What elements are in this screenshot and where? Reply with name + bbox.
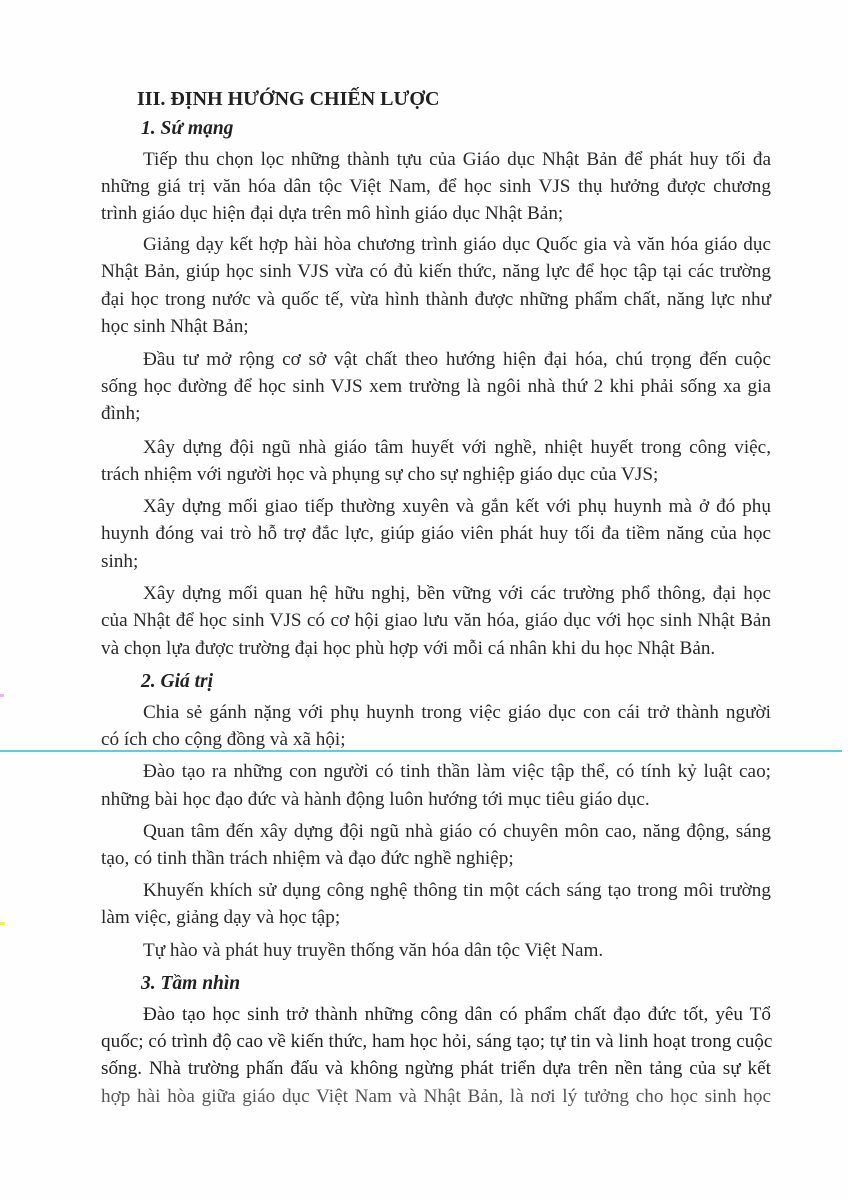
mission-p6-line3: và chọn lựa được trường đại học phù hợp với mỗi cá nhân khi du học Nhật Bản. [101,638,716,659]
mission-p5-line3: sinh; [101,551,139,572]
margin-mark-pink [0,694,4,697]
section-title: III. ĐỊNH HƯỚNG CHIẾN LƯỢC [137,88,440,110]
values-p4-line2: làm việc, giảng dạy và học tập; [101,907,341,928]
mission-p3-line2: sống học đường để học sinh VJS xem trường là ngôi nhà thứ 2 khi phải sống xa gia [101,376,771,397]
mission-p3-line3: đình; [101,403,141,424]
values-p2-line2: những bài học đạo đức và hành động luôn hướng tới mục tiêu giáo dục. [101,789,650,810]
scan-artifact-line [0,750,842,752]
mission-p4-line1: Xây dựng đội ngũ nhà giáo tâm huyết với nghề, nhiệt huyết trong công việc, [143,437,771,458]
mission-p2-line3: đại học trong nước và quốc tế, vừa hình thành được những phẩm chất, năng lực như [101,289,771,310]
values-heading: 2. Giá trị [141,671,214,692]
vision-p1-line1: Đào tạo học sinh trở thành những công dân có phẩm chất đạo đức tốt, yêu Tổ [143,1004,771,1025]
mission-p5-line1: Xây dựng mối giao tiếp thường xuyên và gắn kết với phụ huynh mà ở đó phụ [143,496,771,517]
vision-p1-line2: quốc; có trình độ cao về kiến thức, ham học hỏi, sáng tạo; tự tin và linh hoạt trong cuộc [101,1031,773,1052]
values-p1-line1: Chia sẻ gánh nặng với phụ huynh trong việc giáo dục con cái trở thành người [143,702,771,723]
values-p3-line2: tạo, có tinh thần trách nhiệm và đạo đức nghề nghiệp; [101,848,514,869]
mission-p5-line2: huynh đóng vai trò hỗ trợ đắc lực, giúp giáo viên phát huy tối đa tiềm năng của học [101,523,771,544]
mission-p6-line1: Xây dựng mối quan hệ hữu nghị, bền vững với các trường phổ thông, đại học [143,583,771,604]
mission-p1-line3: trình giáo dục hiện đại dựa trên mô hình giáo dục Nhật Bản; [101,203,564,224]
mission-p1-line1: Tiếp thu chọn lọc những thành tựu của Giáo dục Nhật Bản để phát huy tối đa [143,149,771,170]
values-p3-line1: Quan tâm đến xây dựng đội ngũ nhà giáo có chuyên môn cao, năng động, sáng [143,821,771,842]
mission-p6-line2: của Nhật để học sinh VJS có cơ hội giao lưu văn hóa, giáo dục với học sinh Nhật Bản [101,610,771,631]
margin-mark-yellow [0,922,5,925]
mission-p2-line2: Nhật Bản, giúp học sinh VJS vừa có đủ kiến thức, năng lực để học tập tại các trường [101,261,771,282]
values-p5-line1: Tự hào và phát huy truyền thống văn hóa dân tộc Việt Nam. [143,940,604,961]
mission-p3-line1: Đầu tư mở rộng cơ sở vật chất theo hướng hiện đại hóa, chú trọng đến cuộc [143,349,771,370]
mission-p2-line4: học sinh Nhật Bản; [101,316,249,337]
values-p4-line1: Khuyến khích sử dụng công nghệ thông tin một cách sáng tạo trong môi trường [143,880,771,901]
mission-p2-line1: Giảng dạy kết hợp hài hòa chương trình giáo dục Quốc gia và văn hóa giáo dục [143,234,771,255]
vision-p1-line4: hợp hài hòa giữa giáo dục Việt Nam và Nhật Bản, là nơi lý tưởng cho học sinh học [101,1086,771,1107]
mission-p1-line2: những giá trị văn hóa dân tộc Việt Nam, để học sinh VJS thụ hưởng được chương [101,176,771,197]
values-p2-line1: Đào tạo ra những con người có tinh thần làm việc tập thể, có tính kỷ luật cao; [143,761,771,782]
values-p1-line2: có ích cho cộng đồng và xã hội; [101,729,346,750]
vision-p1-line3: sống. Nhà trường phấn đấu và không ngừng phát triển dựa trên nền tảng của sự kết [101,1058,771,1079]
vision-heading: 3. Tầm nhìn [141,973,241,994]
mission-heading: 1. Sứ mạng [141,118,234,139]
mission-p4-line2: trách nhiệm với người học và phụng sự cho sự nghiệp giáo dục của VJS; [101,464,659,485]
